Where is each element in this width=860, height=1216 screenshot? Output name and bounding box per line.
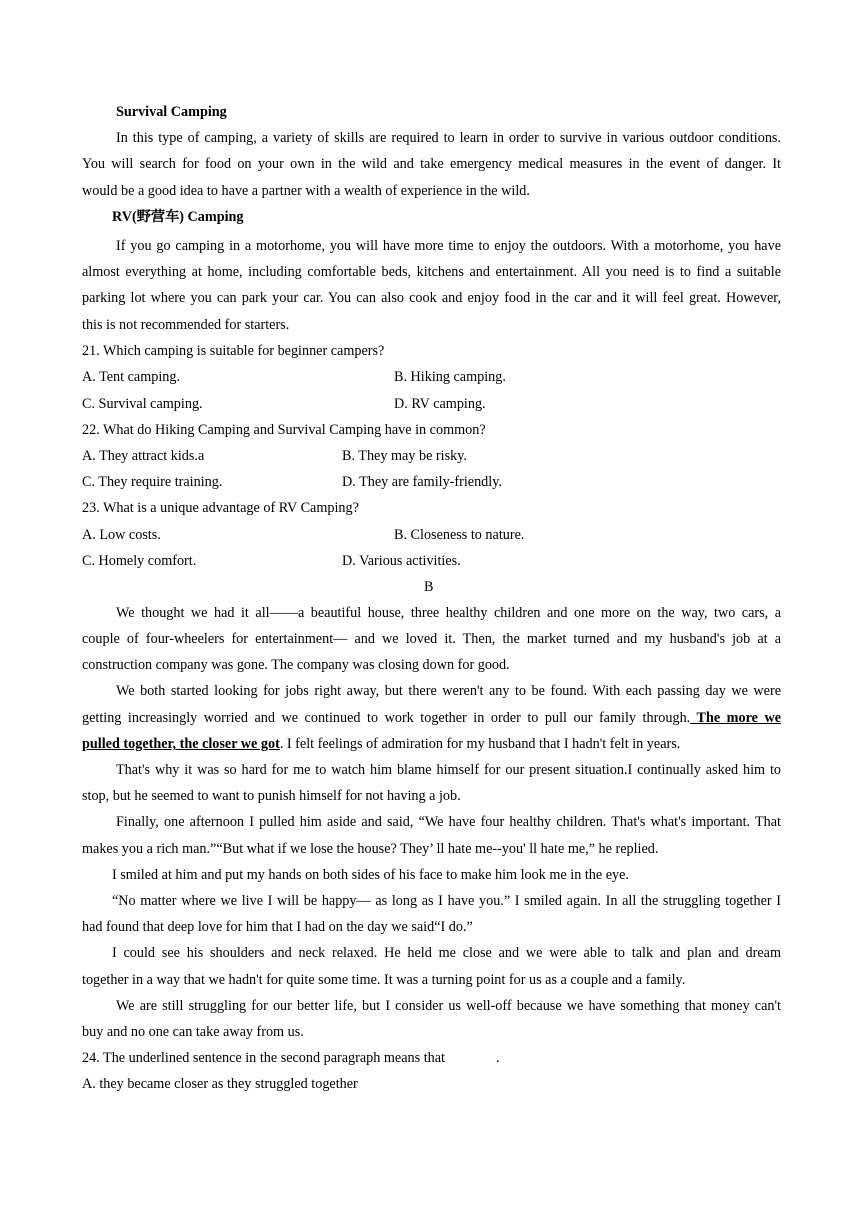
q21-option-b: B. Hiking camping. xyxy=(394,369,506,385)
passage-p4-line-1: Finally, one afternoon I pulled him aside and said, “We have four healthy children. That's what's important. That xyxy=(116,814,781,830)
q22-stem: 22. What do Hiking Camping and Survival Camping have in common? xyxy=(82,422,486,438)
q22-option-a: A. They attract kids.a xyxy=(82,448,205,464)
passage-p2-line-1: We both started looking for jobs right away, but there weren't any to be found. With each passing day we were xyxy=(116,683,781,699)
passage-p1-line-3: construction company was gone. The company was closing down for good. xyxy=(82,657,510,673)
rv-heading: RV(野营车) Camping xyxy=(112,209,244,225)
passage-p7-line-1: I could see his shoulders and neck relaxed. He held me close and we were able to talk and plan and dream xyxy=(112,945,781,961)
survival-heading: Survival Camping xyxy=(116,104,227,120)
passage-p6-line-1: “No matter where we live I will be happy— as long as I have you.” I smiled again. In all the struggling together I xyxy=(112,893,781,909)
q23-option-b: B. Closeness to nature. xyxy=(394,527,525,543)
passage-p2-text-end: . I felt feelings of admiration for my husband that I hadn't felt in years. xyxy=(279,736,681,752)
passage-p1-line-1: We thought we had it all——a beautiful house, three healthy children and one more on the way, two cars, a xyxy=(116,605,781,621)
passage-p8-line-2: buy and no one can take away from us. xyxy=(82,1024,304,1040)
q24-option-a: A. they became closer as they struggled together xyxy=(82,1076,358,1092)
q21-stem: 21. Which camping is suitable for beginner campers? xyxy=(82,343,385,359)
q21-option-d: D. RV camping. xyxy=(394,396,486,412)
q23-option-c: C. Homely comfort. xyxy=(82,553,197,569)
passage-p1-line-2: couple of four-wheelers for entertainment— and we loved it. Then, the market turned and my husband's job at a xyxy=(82,631,781,647)
passage-p4-line-2: makes you a rich man.”“But what if we lose the house? They’ ll hate me--you' ll hate me,” he replied. xyxy=(82,841,659,857)
passage-p7-line-2: together in a way that we hadn't for quite some time. It was a turning point for us as a couple and a family. xyxy=(82,972,686,988)
q23-option-a: A. Low costs. xyxy=(82,527,161,543)
q21-option-a: A. Tent camping. xyxy=(82,369,181,385)
passage-p8-line-1: We are still struggling for our better life, but I consider us well-off because we have something that money can't xyxy=(116,998,781,1014)
passage-p6-line-2: had found that deep love for him that I had on the day we said“I do.” xyxy=(82,919,473,935)
passage-p3-line-1: That's why it was so hard for me to watch him blame himself for our present situation.I continually asked him to xyxy=(116,762,781,778)
underlined-sentence-part-2: pulled together, the closer we got xyxy=(82,736,280,752)
q22-option-b: B. They may be risky. xyxy=(342,448,467,464)
q22-option-d: D. They are family-friendly. xyxy=(342,474,502,490)
rv-line-4: this is not recommended for starters. xyxy=(82,317,290,333)
passage-p5-line-1: I smiled at him and put my hands on both sides of his face to make him look me in the eye. xyxy=(112,867,629,883)
q23-option-d: D. Various activities. xyxy=(342,553,461,569)
q24-stem: 24. The underlined sentence in the second paragraph means that xyxy=(82,1050,445,1066)
survival-line-3: would be a good idea to have a partner with a wealth of experience in the wild. xyxy=(82,183,530,199)
q24-stem-end: . xyxy=(496,1050,500,1066)
survival-line-1: In this type of camping, a variety of skills are required to learn in order to survive in various outdoor conditions. xyxy=(116,130,781,146)
rv-line-3: parking lot where you can park your car. You can also cook and enjoy food in the car and it will feel great. However, xyxy=(82,290,781,306)
section-b-label: B xyxy=(424,579,434,595)
rv-line-1: If you go camping in a motorhome, you will have more time to enjoy the outdoors. With a motorhome, you have xyxy=(116,238,781,254)
q21-option-c: C. Survival camping. xyxy=(82,396,203,412)
q22-option-c: C. They require training. xyxy=(82,474,223,490)
underlined-sentence-part-1: The more we xyxy=(690,710,782,726)
passage-p2-line-2 xyxy=(82,709,781,727)
q23-stem: 23. What is a unique advantage of RV Camping? xyxy=(82,500,359,516)
survival-line-2: You will search for food on your own in the wild and take emergency medical measures in the event of danger. It xyxy=(82,156,781,172)
rv-line-2: almost everything at home, including comfortable beds, kitchens and entertainment. All you need is to find a suitable xyxy=(82,264,781,280)
passage-p2-line-3 xyxy=(82,735,680,753)
passage-p3-line-2: stop, but he seemed to want to punish himself for not having a job. xyxy=(82,788,461,804)
passage-p2-text: getting increasingly worried and we continued to work together in order to pull our family through. xyxy=(82,710,691,726)
